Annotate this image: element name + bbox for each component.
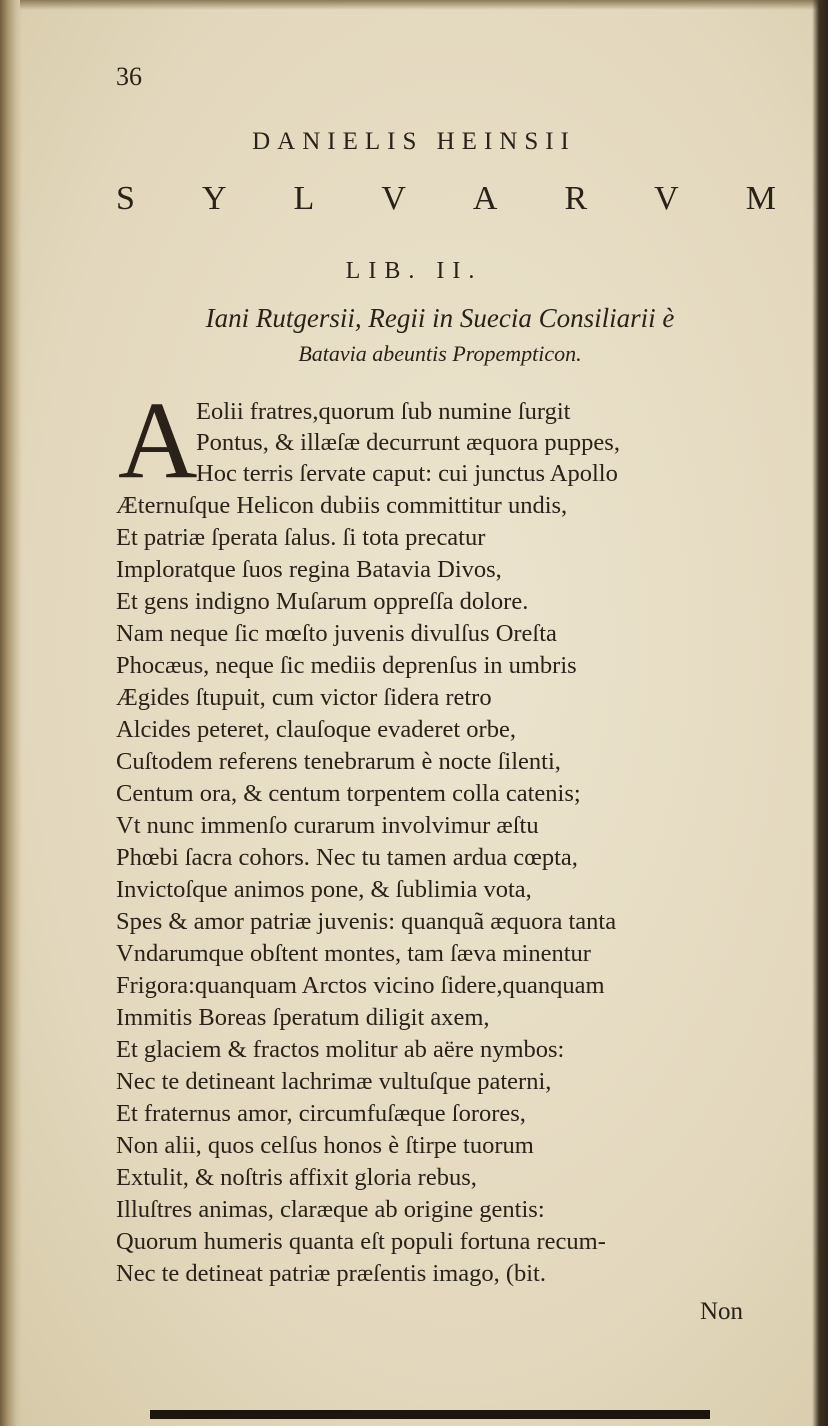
verse-line-1: Eolii fratres,quorum ſub numine ſurgit <box>196 398 571 425</box>
verse-line-10: Ægides ſtupuit, cum victor ſidera retro <box>116 684 492 711</box>
verse-line-13: Centum ora, & centum torpentem colla catenis; <box>116 780 581 807</box>
verse-line-21: Et glaciem & fractos molitur ab aëre nymbos: <box>116 1036 565 1063</box>
verse-line-28: Nec te detineat patriæ præſentis imago, (bit. <box>116 1260 546 1287</box>
poem-title-line-2: Batavia abeuntis Propempticon. <box>298 341 582 366</box>
title-letter: M <box>745 180 776 217</box>
verse-line-9: Phocæus, neque ſic mediis deprenſus in umbris <box>116 652 577 679</box>
drop-cap: A <box>118 379 198 501</box>
title-letter: V <box>654 180 679 217</box>
verse-line-4: Æternuſque Helicon dubiis committitur undis, <box>116 492 568 519</box>
verse-line-17: Spes & amor patriæ juvenis: quanquã æquora tanta <box>116 908 617 935</box>
verse-line-15: Phœbi ſacra cohors. Nec tu tamen ardua cœpta, <box>116 844 578 871</box>
verse-line-20: Immitis Boreas ſperatum diligit axem, <box>116 1004 490 1031</box>
verse-line-5: Et patriæ ſperata ſalus. ſi tota precatur <box>116 524 486 551</box>
page-right-edge <box>812 0 828 1426</box>
poem-title <box>120 300 760 372</box>
title-letter: Y <box>201 180 227 217</box>
verse-line-22: Nec te detineant lachrimæ vultuſque paterni, <box>116 1068 552 1095</box>
verse-line-27: Quorum humeris quanta eſt populi fortuna recum- <box>116 1228 606 1255</box>
collection-title <box>116 180 776 218</box>
verse-line-25: Extulit, & noſtris affixit gloria rebus, <box>116 1164 477 1191</box>
verse-line-8: Nam neque ſic mœſto juvenis divulſus Oreſta <box>116 620 557 647</box>
page-number: 36 <box>116 62 142 91</box>
verse-line-6: Imploratque ſuos regina Batavia Divos, <box>116 556 502 583</box>
book-label: LIB. II. <box>345 258 483 284</box>
verse-line-24: Non alii, quos celſus honos è ſtirpe tuorum <box>116 1132 534 1159</box>
verse-line-12: Cuſtodem referens tenebrarum è nocte ſilenti, <box>116 748 561 775</box>
verse-line-23: Et fraternus amor, circumfuſæque ſorores, <box>116 1100 526 1127</box>
poem-title-line-1: Iani Rutgersii, Regii in Suecia Consiliarii è <box>205 303 675 333</box>
verse-line-16: Invictoſque animos pone, & ſublimia vota, <box>116 876 532 903</box>
page-top-shadow <box>20 0 820 10</box>
title-letter: A <box>472 180 498 217</box>
title-letter: S <box>116 180 135 217</box>
verse-line-2: Pontus, & illæſæ decurrunt æquora puppes, <box>196 429 620 456</box>
title-letter: R <box>564 180 588 217</box>
verse-line-14: Vt nunc immenſo curarum involvimur æſtu <box>116 812 539 839</box>
bottom-rule <box>150 1410 710 1419</box>
verse-line-19: Frigora:quanquam Arctos vicino ſidere,quanquam <box>116 972 605 999</box>
title-letter: V <box>381 180 406 217</box>
verse-line-7: Et gens indigno Muſarum oppreſſa dolore. <box>116 588 529 615</box>
verse-line-18: Vndarumque obſtent montes, tam ſæva minentur <box>116 940 591 967</box>
page-left-shadow <box>0 0 22 1426</box>
title-letter: L <box>293 180 315 217</box>
verse-line-11: Alcides peteret, clauſoque evaderet orbe, <box>116 716 516 743</box>
verse-line-26: Illuſtres animas, claræque ab origine gentis: <box>116 1196 545 1223</box>
catchword: Non <box>700 1298 744 1325</box>
running-head: DANIELIS HEINSII <box>252 128 576 155</box>
verse-line-3: Hoc terris ſervate caput: cui junctus Apollo <box>196 460 618 487</box>
